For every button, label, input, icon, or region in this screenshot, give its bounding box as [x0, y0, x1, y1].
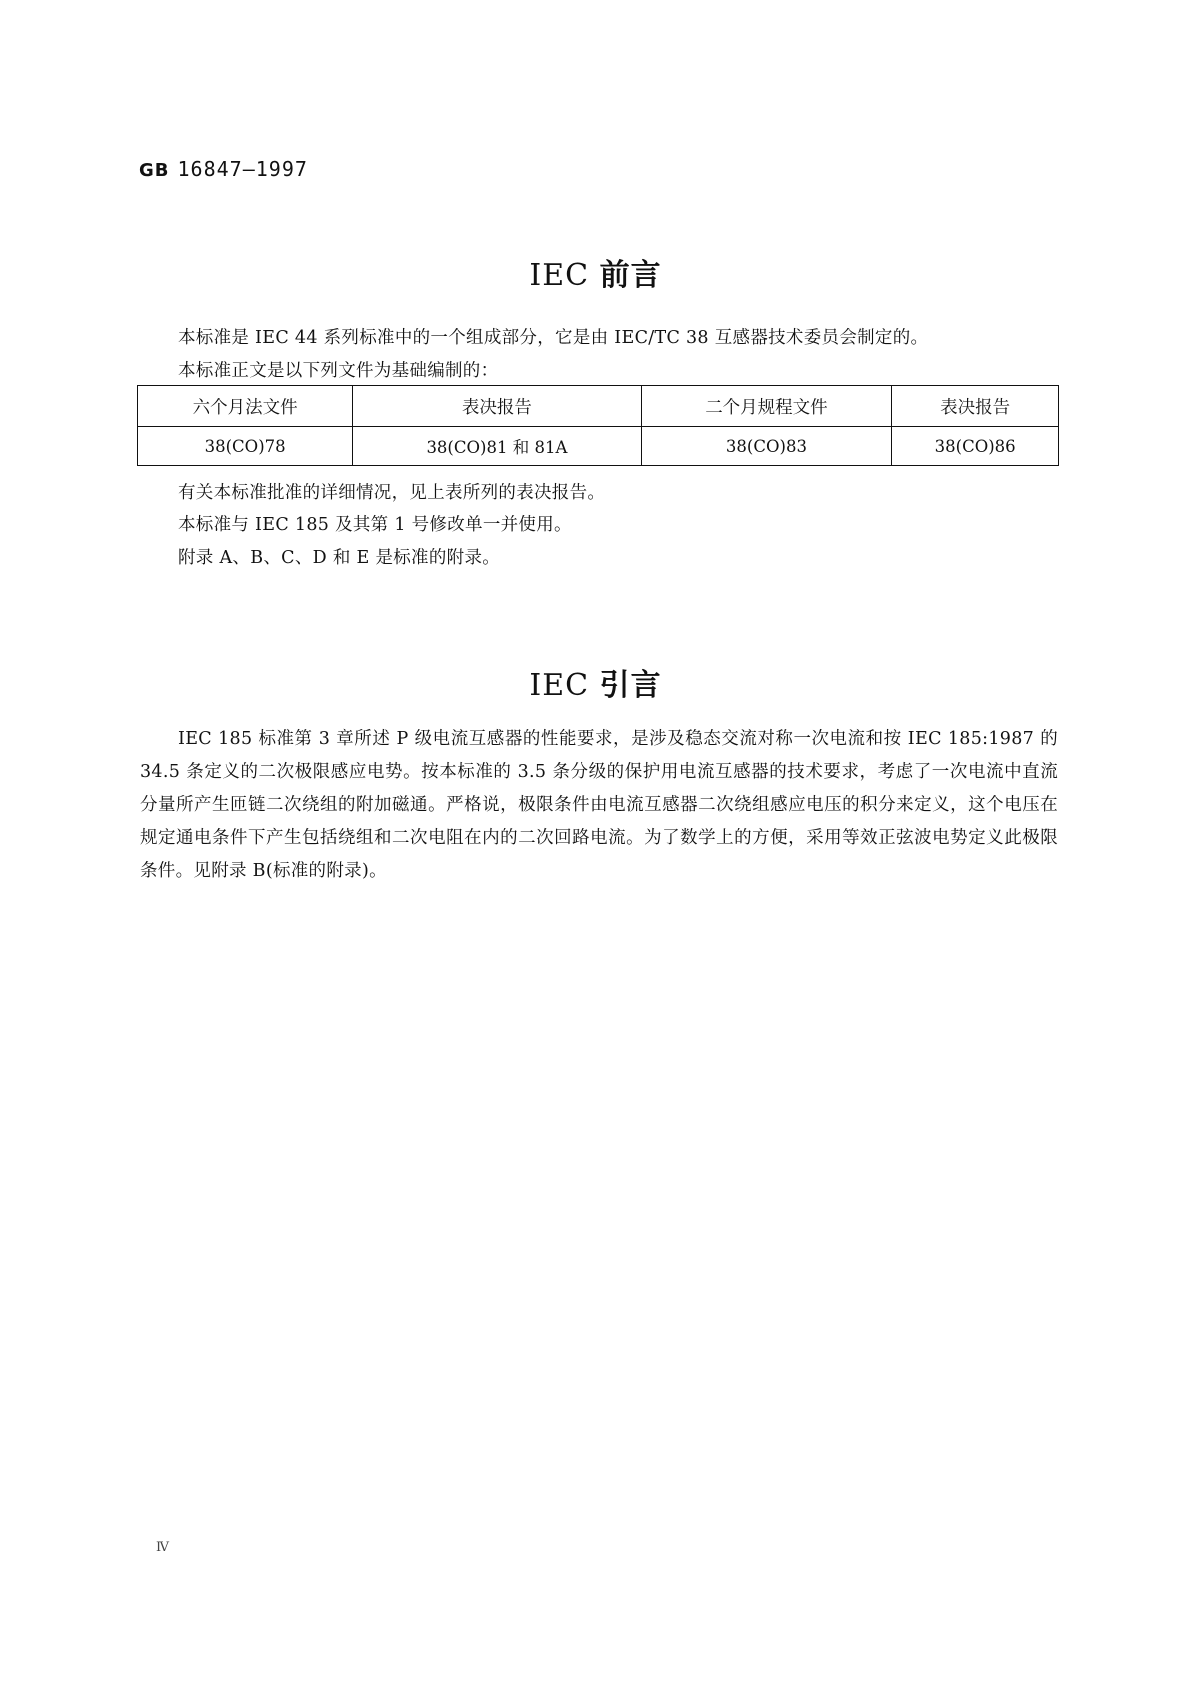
source-documents-table [137, 385, 1059, 466]
standard-number [139, 157, 308, 181]
table-header-cell: 表决报告 [353, 386, 641, 427]
table-header-row [138, 386, 1059, 427]
introduction-title [0, 660, 1191, 704]
table-cell: 38(CO)83 [641, 427, 892, 466]
introduction-paragraph: IEC 185 标准第 3 章所述 P 级电流互感器的性能要求，是涉及稳态交流对称一次电流和按 IEC 185:1987 的 34.5 条定义的二次极限感应电势。按本标准的 3.5 条分级的保护用电流互感器的技术要求，考虑了一次电流中直流分量所产生匝链二次绕组的附加磁通。严格说，极限条件由电流互感器二次绕组感应电压的积分来定义，这个电压在规定通电条件下产生包括绕组和二次电阻在内的二次回路电流。为了数学上的方便，采用等效正弦波电势定义此极限条件。见附录 B(标准的附录)。 [140, 729, 1058, 881]
introduction-title-latin: IEC [529, 668, 590, 703]
table-cell: 38(CO)78 [138, 427, 353, 466]
preface-line-5: 附录 A、B、C、D 和 E 是标准的附录。 [178, 548, 501, 568]
standard-prefix: GB [139, 160, 170, 181]
table-row [138, 427, 1059, 466]
preface-line-2: 本标准正文是以下列文件为基础编制的： [178, 361, 499, 381]
table-header-cell: 六个月法文件 [138, 386, 353, 427]
preface-title [0, 250, 1191, 294]
page-number: Ⅳ [156, 1540, 169, 1555]
table-header-cell: 表决报告 [892, 386, 1059, 427]
table-cell: 38(CO)81 和 81A [353, 427, 641, 466]
introduction-title-zh: 引言 [599, 668, 662, 703]
preface-line-1: 本标准是 IEC 44 系列标准中的一个组成部分，它是由 IEC/TC 38 互感器技术委员会制定的。 [178, 328, 929, 348]
preface-line-4: 本标准与 IEC 185 及其第 1 号修改单一并使用。 [178, 515, 572, 535]
table-cell: 38(CO)86 [892, 427, 1059, 466]
preface-title-zh: 前言 [599, 258, 662, 293]
standard-code: 16847—1997 [177, 157, 308, 181]
preface-line-3: 有关本标准批准的详细情况，见上表所列的表决报告。 [178, 483, 606, 503]
preface-title-latin: IEC [529, 258, 590, 293]
table-header-cell: 二个月规程文件 [641, 386, 892, 427]
